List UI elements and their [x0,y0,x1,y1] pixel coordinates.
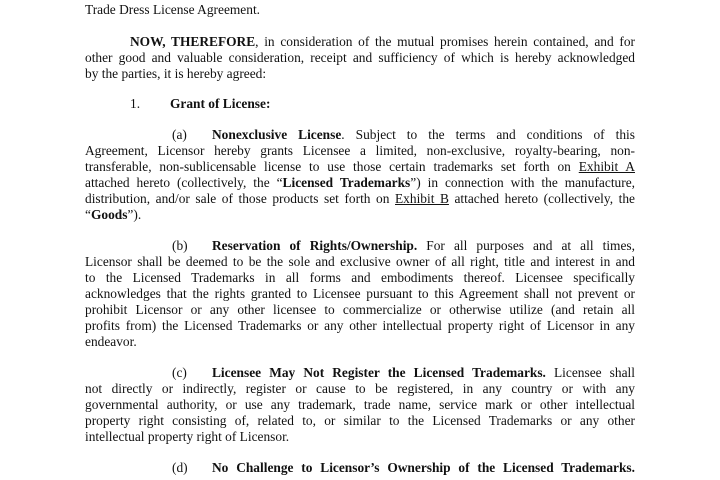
clause-a-line-1 [212,127,635,143]
clause-a-line-6-post: ”). [127,207,142,222]
clause-b-label: (b) [172,238,188,253]
clause-d-title: No Challenge to Licensor’s Ownership of the Licensed Trademarks. [212,460,635,475]
clause-a-label: (a) [172,127,187,142]
clause-c-line-1 [212,365,635,381]
licensed-trademarks-term: Licensed Trademarks [282,175,411,190]
clause-a-line-6-pre: “ [85,207,91,222]
clause-a-line-4 [85,175,635,191]
clause-d-line-1 [212,460,635,476]
whereas-line-1 [130,34,635,50]
whereas-line-2: other good and valuable consideration, receipt and sufficiency of which is hereby acknowledged [85,50,635,65]
clause-b-line-7: endeavor. [85,334,137,349]
intro-text: Trade Dress License Agreement. [85,2,261,17]
clause-c-line-3: governmental authority, or use any trademark, trade name, service mark or other intellectual [85,397,635,412]
clause-a-line-5 [85,191,635,207]
clause-a-line-5-pre: distribution, and/or sale of those products set forth on [85,191,395,206]
clause-a-line-4-pre: attached hereto (collectively, the “ [85,175,283,190]
clause-a-title: Nonexclusive License [212,127,342,142]
clause-b-line-5: prohibit Licensor or any other licensee to commercialize or otherwise utilize (and retain all [85,302,635,317]
whereas-lead: NOW, THEREFORE [130,34,256,49]
clause-c-title: Licensee May Not Register the Licensed Trademarks. [212,365,546,380]
clause-c-line-2: not directly or indirectly, register or cause to be registered, in any country or with any [85,381,635,396]
clause-b-line-1-text: For all purposes and at all times, [417,238,635,253]
clause-d-label: (d) [172,460,188,475]
intro-line [85,2,635,18]
clause-c-line-1-text: Licensee shall [545,365,635,380]
clause-c-line-4: property right consisting of, related to, or similar to the Licensed Trademarks or any other [85,413,635,428]
clause-a-line-5-post: attached hereto (collectively, the [448,191,635,206]
clause-b-line-4: acknowledges that the rights granted to Licensee pursuant to this Agreement shall not prevent or [85,286,635,301]
clause-b-title: Reservation of Rights/Ownership. [212,238,418,253]
exhibit-a-ref: Exhibit A [578,159,635,174]
section-1-title: Grant of License: [170,96,271,111]
clause-b-line-3: to the Licensed Trademarks in all forms and embodiments thereof. Licensee specifically [85,270,635,285]
clause-a-line-3 [85,159,635,175]
clause-b-line-2: Licensor shall be deemed to be the sole and exclusive owner of all right, title and interest in and [85,254,635,269]
clause-a-line-4-post: ”) in connection with the manufacture, [410,175,635,190]
clause-a-line-6 [85,207,635,223]
section-1-number: 1. [130,96,141,111]
clause-c-line-5: intellectual property right of Licensor. [85,429,290,444]
whereas-line-3: by the parties, it is hereby agreed: [85,66,267,81]
clause-b-line-1 [212,238,635,254]
clause-b-line-6: profits from) the Licensed Trademarks or any other intellectual property right of Licensor in any [85,318,635,333]
clause-c-label: (c) [172,365,187,380]
clause-a-line-1-text: . Subject to the terms and conditions of this [341,127,635,142]
goods-term: Goods [90,207,128,222]
exhibit-b-ref: Exhibit B [395,191,449,206]
whereas-line-1-text: , in consideration of the mutual promises herein contained, and for [255,34,635,49]
clause-a-line-2: Agreement, Licensor hereby grants Licensee a limited, non-exclusive, royalty-bearing, non- [85,143,635,158]
clause-a-line-3-text: transferable, non-sublicensable license to use those certain trademarks set forth on [85,159,579,174]
